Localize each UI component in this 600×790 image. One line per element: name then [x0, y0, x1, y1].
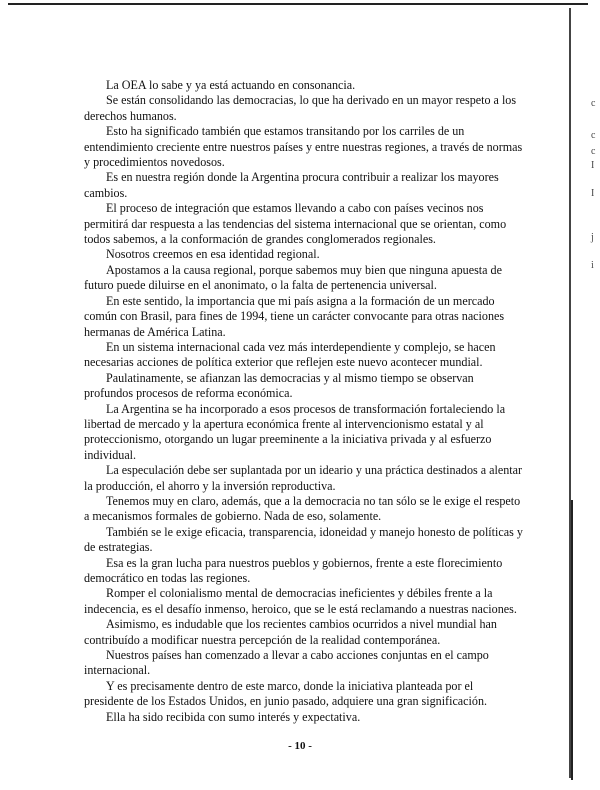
paragraph: También se le exige eficacia, transparencia, idoneidad y manejo honesto de políticas y de estrategias. [84, 524, 523, 555]
paragraph: Paulatinamente, se afianzan las democracias y al mismo tiempo se observan profundos procesos de reforma económica. [84, 370, 474, 401]
paragraph: Esto ha significado también que estamos transitando por los carriles de un entendimiento creciente entre nuestros países y entre nuestras regiones, a través de normas y procedimientos novedosos. [84, 124, 523, 170]
margin-mark: i [591, 260, 594, 271]
right-scan-edge-lower [571, 500, 573, 780]
paragraph: Es en nuestra región donde la Argentina procura contribuir a realizar los mayores cambios. [84, 170, 499, 200]
paragraph: La Argentina se ha incorporado a esos procesos de transformación fortaleciendo la libertad de mercado y la apertura económica frente al intervencionismo estatal y al proteccionismo, otorgando un lugar preeminente a la iniciativa privada y al esfuerzo individual. [84, 401, 506, 462]
paragraph: La OEA lo sabe y ya está actuando en consonancia. [106, 78, 356, 92]
paragraph: La especulación debe ser suplantada por un ideario y una práctica destinados a alentar la producción, el ahorro y la inversión reproductiva. [84, 463, 523, 493]
paragraph: El proceso de integración que estamos llevando a cabo con países vecinos nos permitirá dar respuesta a las tendencias del sistema internacional que se orientan, como todos sabemos, a la conformación de grandes conglomerados regionales. [84, 201, 507, 247]
margin-mark: c [591, 146, 596, 157]
paragraph: En un sistema internacional cada vez más interdependiente y complejo, se hacen necesarias acciones de política exterior que reflejen este nuevo acontecer mundial. [84, 339, 496, 370]
body-text [84, 78, 524, 725]
top-scan-edge [8, 3, 588, 5]
paragraph: Se están consolidando las democracias, lo que ha derivado en un mayor respeto a los derechos humanos. [84, 93, 517, 123]
paragraph: Tenemos muy en claro, además, que a la democracia no tan sólo se le exige el respeto a mecanismos formales de gobierno. Nada de eso, solamente. [84, 493, 521, 524]
margin-mark: j [591, 232, 594, 243]
paragraph: Asimismo, es indudable que los recientes cambios ocurridos a nivel mundial han contribuído a modificar nuestra percepción de la realidad contemporánea. [84, 617, 497, 647]
paragraph: En este sentido, la importancia que mi país asigna a la formación de un mercado común con Brasil, para fines de 1994, tiene un carácter convocante para otras naciones hermanas de América Latina. [84, 293, 505, 339]
page-number: - 10 - [288, 740, 312, 752]
paragraph: Apostamos a la causa regional, porque sabemos muy bien que ninguna apuesta de futuro puede diluirse en el anonimato, o la falta de pertenencia universal. [84, 262, 502, 293]
margin-mark: c [591, 130, 596, 141]
paragraph: Nuestros países han comenzado a llevar a cabo acciones conjuntas en el campo internacional. [84, 648, 489, 678]
paragraph: Ella ha sido recibida con sumo interés y expectativa. [106, 709, 361, 724]
margin-mark: I [591, 160, 595, 171]
margin-mark: I [591, 188, 595, 199]
paragraph: Romper el colonialismo mental de democracias ineficientes y débiles frente a la indecencia, es el desafío inmenso, heroico, que se le está reclamando a nuestras naciones. [84, 586, 517, 616]
paragraph: Y es precisamente dentro de este marco, donde la iniciativa planteada por el presidente de los Estados Unidos, en junio pasado, adquiere una gran significación. [84, 678, 488, 709]
margin-mark: c [591, 98, 596, 109]
paragraph: Esa es la gran lucha para nuestros pueblos y gobiernos, frente a este florecimiento democrático en todas las regiones. [84, 555, 503, 585]
paragraph: Nosotros creemos en esa identidad regional. [106, 247, 320, 262]
